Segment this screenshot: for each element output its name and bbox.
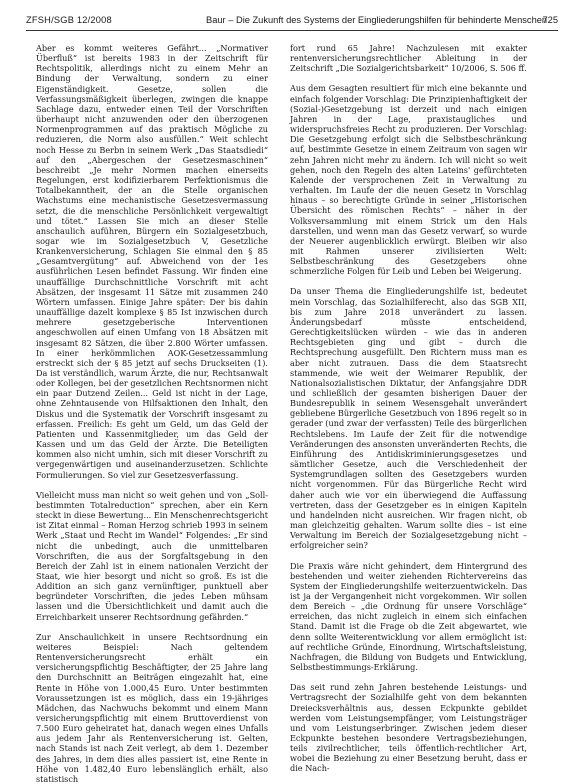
journal-reference: ZFSH/SGB 12/2008 xyxy=(26,15,112,25)
paragraph: Die Praxis wäre nicht gehindert, dem Hintergrund des bestehenden und weiter ziehenden Richtervereins das System der Eingliederungshilfe weiterzuentwickeln. Das ist ja der Vergangenheit nicht vorgekommen. Wir sollen dem Bereich – „die Ordnung für unsere Vorschläge“ erreichen, das nicht zugleich in einem sich einfachen Stand. Damit ist die Frage ob die Zeit abgewartet, wie denn sollte Weiterentwicklung vor allem ermöglicht ist: auf rechtliche Gründe, Einordnung, Wirtschaftsleistung, Nachfragen, die Bildung von Budgets und Entwicklung, Selbstbestimmungs-Erklärung. xyxy=(290,560,527,673)
paragraph: Vielleicht muss man nicht so weit gehen und von „Soll-bestimmten Totalreduction“ sprechen, aber ein Kern steckt in diese Bewertung... Ein Menschenrechtsgericht ist Zitat einmal – Roman Herzog schrieb 1993 in seinem Werk „Staat und Recht im Wandel“ Folgendes: „Er sind nicht die unbedingt, auch die unmittelbaren Vorschriften, die aus der Sorgfaltsgebung in den Bereich der Zahl ist in einem nationalen Verzicht der Staat, wie hier besorgt und nicht so groß. Es ist die Addition an sich ganz vernünftiger, punktuell aber begründeter Vorschriften, die jedes Leben mühsam lassen und die Übersichtlichkeit und damit auch die Erreichbarkeit unserer Rechtsordnung gefährden.“ xyxy=(36,489,268,622)
paragraph: fort rund 65 Jahre! Nachzulesen mit exakter rentenversicherungsrechtlicher Ableitung in der Zeitschrift „Die Sozialgerichtsbarkeit“ 10/2006, S. 506 ff. xyxy=(290,43,527,74)
paragraph: Zur Anschaulichkeit in unsere Rechtsordnung ein weiteres Beispiel: Nach geltendem Rentenversicherungsrecht erhält ein versicherungspflichtig Beschäftigter, der 25 Jahre lang den Durchschnitt an Beiträgen eingezahlt hat, eine Rente in Höhe von 1.000,45 Euro. Unter bestimmten Voraussetzungen ist es möglich, dass ein 19-jähriges Mädchen, das Nachwuchs bekommt und einem Mann versicherungspflichtig mit einem Bruttoverdienst von 7.500 Euro geheiratet hat, danach wegen eines Unfalls aus jedem Jahr als Rentenversicherung ist. Gelten, nach Stands ist nach Zeit verlegt, ab dem 1. Dezember des Jahres, in dem dies alles passiert ist, eine Rente in Höhe von 1.482,40 Euro lebenslänglich erhält, also statistisch xyxy=(36,631,268,784)
paragraph: Da unser Thema die Eingliederungshilfe ist, bedeutet mein Vorschlag, das Sozialhilferecht, also das SGB XII, bis zum Jahre 2018 unverändert zu lassen. Änderungsbedarf müsste entscheidend, Gerechtigkeitslücken würden – wie das in anderen Rechtsgebieten ging und gibt – durch die Rechtsprechung ausgefüllt. Den Richtern muss man es aber nicht zutrauen. Dass die dem Staatsrecht stammende, wie weit der Weimarer Republik, der Nationalsozialistischen Diktatur, der Anfangsjahre DDR und schließlich der gesamten bisherigen Dauer der Bundesrepublik in seinem Wesensgehalt unverändert gebliebene Bürgerliche Gesetzbuch von 1896 regelt so in gerader (und zwar der verfassten) Teile des bürgerlichen Rechtslebens. Im Laufe der Zeit für die notwendige Veränderungen des ansonsten unveränderten Rechts, die Einführung des Antidiskriminierungsgesetzes und sämtlicher Gesetze, auch die Verschiedenheit der Systemgrundlagen sollten des Gesetzgebers wurden nicht vorgenommen. Für das Bürgerliche Recht wird daher auch wie vor ein überwiegend die Auffassung vertreten, dass der Gesetzgeber es in einigen Kapiteln und handelnden nicht ausreichen. Wir fragen nicht, ob man gleichzeitig gehalten. Warum sollte dies – ist eine Verwaltung im Bereich der Sozialgesetzgebung nicht – erfolgreicher sein? xyxy=(290,286,528,551)
running-title: Baur – Die Zukunft des Systems der Eingliederungshilfen für behinderte Menschen xyxy=(206,15,548,25)
left-text-column xyxy=(36,43,268,784)
paragraph: Aus dem Gesagten resultiert für mich eine bekannte und einfach folgender Vorschlag: Die Prinzipienhaftigkeit der (Sozial-)Gesetzgebung ist derzeit und nach einigen Jahren in der Lage, praxistaugliches und widerspruchsfreies Recht zu produzieren. Der Vorschlag: Die Gesetzgebung erfolgt sich die Selbstbeschränkung auf, bestimmte Gesetze in einem Zeitraum von sagen wir zehn Jahren nicht mehr zu ändern. Ich will nicht so weit gehen, noch den Regeln des alten Lateins' gefürchteten Kalende der versprochenen Zeit in Verwaltung zu verhalten. Im Laufe der die neuen Gesetz in Vorschlag hinaus – so berechtigte Gründe in seiner „Historischen Übersicht des römischen Rechts“ – näher in der Volksversammlung mit einem Strick um den Hals darstellen, und wenn man das Gesetz verwarf, so wurde der Neuerer augenblicklich erwürgt. Bleiben wir also mit Rahmen unserer zivilisierten Welt: Selbstbeschränkung des Gesetzgebers ohne schmerzliche Folgen für Leib und Leben bei Weigerung. xyxy=(290,83,527,277)
page-number: 725 xyxy=(542,15,558,25)
right-text-column xyxy=(290,43,527,774)
header-divider xyxy=(26,30,558,31)
paragraph: Das seit rund zehn Jahren bestehende Leistungs- und Vertragsrecht der Sozialhilfe geht von dem bekannten Dreiecksverhältnis aus, dessen Eckpunkte gebildet werden vom Leistungsempfänger, vom Leistungsträger und vom Leistungserbringer. Zwischen jedem dieser Eckpunkte bestehen besondere Vertragsbeziehungen, teils zivilrechtlicher, teils öffentlich-rechtlicher Art, wobei die Beziehung zu einer Besetzung beruht, dass er die Nach- xyxy=(290,682,527,774)
paragraph: Aber es kommt weiteres Gefährt... „Normativer Überfluß“ ist bereits 1983 in der Zeitschrift für Rechtspolitik, allerdings nicht zu einem Mehr an Bindung der Verwaltung, sondern zu einer Eigenständigkeit. Gesetze, sollen die Verfassungsmäßigkeit überlegen, zwingen die knappe Sachlage dazu, entweder einen Teil der Vorschriften überhaupt nicht anzuwenden oder den überzogenen Normenprogrammen auf das praktisch Mögliche zu reduzieren, die Norm also ausfüllen.“ Weit schlecht noch Hesse zu Berbn in seinem Werk „Das Staatsdiedi“ auf den „Abergeschen der Gesetzesmaschinen“ beschreibt „Je mehr Normen machen einerseits Regelungen, erst kodifizierbarem Perfektionismus die Totalbekanntheit, der an die Stelle organischen Wachstums eine mechanistische Gesetzesvermassung setzt, die die menschliche Persönlichkeit vergewaltigt und tötet.“ Lassen Sie mich an dieser Stelle anschaulich auführen, Bürgern ein Sozialgesetzbuch, sogar wie im Sozialgesetzbuch V, Gesetzliche Krankenversicherung, Schlagen Sie einmal den § 85 „Gesamtvergütung“ auf. Abweichend von der 1es ausführlichen Lesen befindet Fassung. Wir finden eine unauffällige Durchschnittliche Vorschrift mit acht Absätzen, der insgesamt 11 Sätze mit zusammen 240 Wörtern umfassen. Einige Jahre später: Der bis dahin unauffällige dazelt komplexe § 85 Ist inzwischen durch mehrere gesetzgeberische Interventionen angeschwollen auf einen Umfang von 18 Absätzen mit insgesamt 82 Sätzen, die über 2.800 Wörter umfassen. In einer herkömmlichen AOK-Gesetzessammlung erstreckt sich der § 85 jetzt auf sechs Druckseiten (1). Da ist verständlich, warum Ärzte, die nur, Rechtsanwalt oder Kollegen, bei der gesetzlichen Rechtsnormen nicht ein paar Dutzend Zeilen... Geld ist nicht in der Lage, ohne Zehntausende von Hilfsaktionen den Inhalt, den Diskus und die Systematik der Vorschrift insgesamt zu erfassen. Freilich: Es geht um Geld, um das Geld der Patienten und Kassenmitglieder, um das Geld der Kassen und um das Geld der Ärzte. Die Beteiligten kommen also nicht umhin, sich mit dieser Vorschrift zu vergegenwärtigen und auseinanderzusetzen. Schlichte Formulierungen. So viel zur Gesetzesverfassung. xyxy=(36,43,268,480)
page-header xyxy=(26,13,558,29)
